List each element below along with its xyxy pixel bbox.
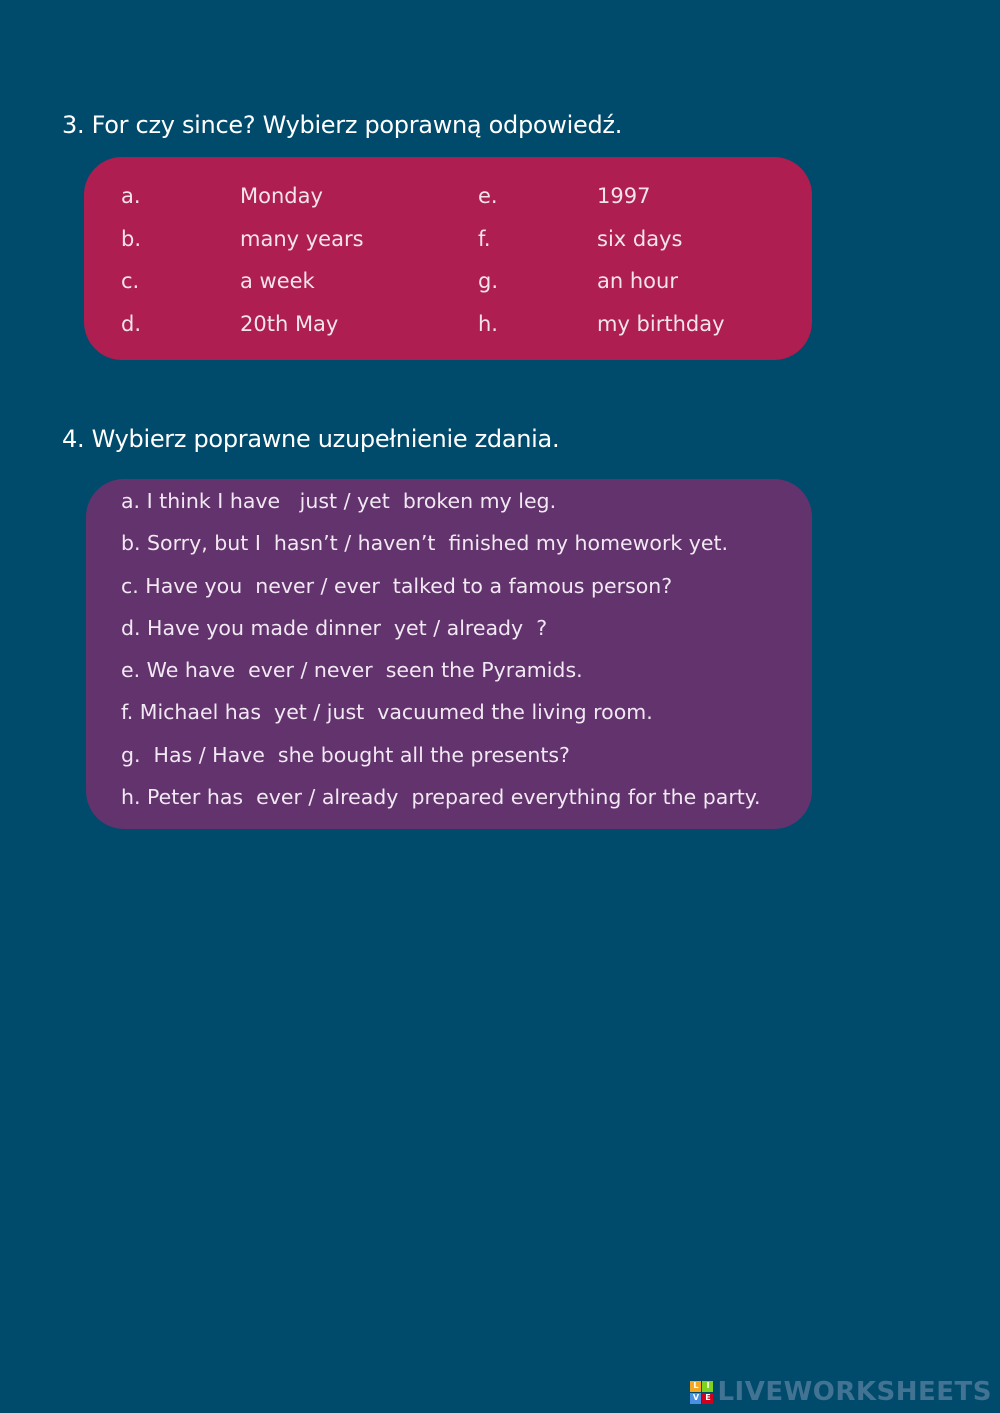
item-letter: c.: [121, 269, 140, 293]
logo-letter: E: [702, 1393, 713, 1404]
logo-letter: V: [690, 1393, 701, 1404]
liveworksheets-logo-icon: [690, 1381, 713, 1404]
sentence-completion-panel: [86, 479, 812, 829]
item-letter: e.: [478, 184, 498, 208]
item-text[interactable]: Monday: [240, 184, 323, 208]
item-text[interactable]: my birthday: [597, 312, 725, 336]
sentence-item[interactable]: c. Have you never / ever talked to a famous person?: [121, 574, 673, 598]
for-since-panel: [84, 157, 812, 360]
item-text[interactable]: 20th May: [240, 312, 339, 336]
sentence-item[interactable]: h. Peter has ever / already prepared everything for the party.: [121, 785, 761, 809]
sentence-item[interactable]: d. Have you made dinner yet / already ?: [121, 616, 548, 640]
sentence-item[interactable]: a. I think I have just / yet broken my leg.: [121, 489, 557, 513]
section-3-heading: 3. For czy since? Wybierz poprawną odpowiedź.: [62, 111, 623, 139]
for-since-row: [84, 184, 812, 214]
logo-letter: I: [702, 1381, 713, 1392]
item-letter: h.: [478, 312, 498, 336]
item-text[interactable]: many years: [240, 227, 364, 251]
liveworksheets-watermark: [690, 1377, 992, 1407]
for-since-row: [84, 227, 812, 257]
item-text[interactable]: 1997: [597, 184, 651, 208]
item-text[interactable]: a week: [240, 269, 315, 293]
section-4-heading: 4. Wybierz poprawne uzupełnienie zdania.: [62, 425, 560, 453]
item-letter: a.: [121, 184, 141, 208]
item-letter: d.: [121, 312, 142, 336]
logo-letter: L: [690, 1381, 701, 1392]
item-letter: g.: [478, 269, 499, 293]
item-text[interactable]: an hour: [597, 269, 678, 293]
item-letter: f.: [478, 227, 491, 251]
item-letter: b.: [121, 227, 142, 251]
sentence-item[interactable]: g. Has / Have she bought all the presents?: [121, 743, 570, 767]
sentence-item[interactable]: b. Sorry, but I hasn’t / haven’t finished my homework yet.: [121, 531, 729, 555]
item-text[interactable]: six days: [597, 227, 683, 251]
for-since-row: [84, 269, 812, 299]
sentence-item[interactable]: e. We have ever / never seen the Pyramids.: [121, 658, 583, 682]
watermark-text: LIVEWORKSHEETS: [717, 1377, 992, 1407]
sentence-item[interactable]: f. Michael has yet / just vacuumed the living room.: [121, 700, 653, 724]
for-since-row: [84, 312, 812, 342]
